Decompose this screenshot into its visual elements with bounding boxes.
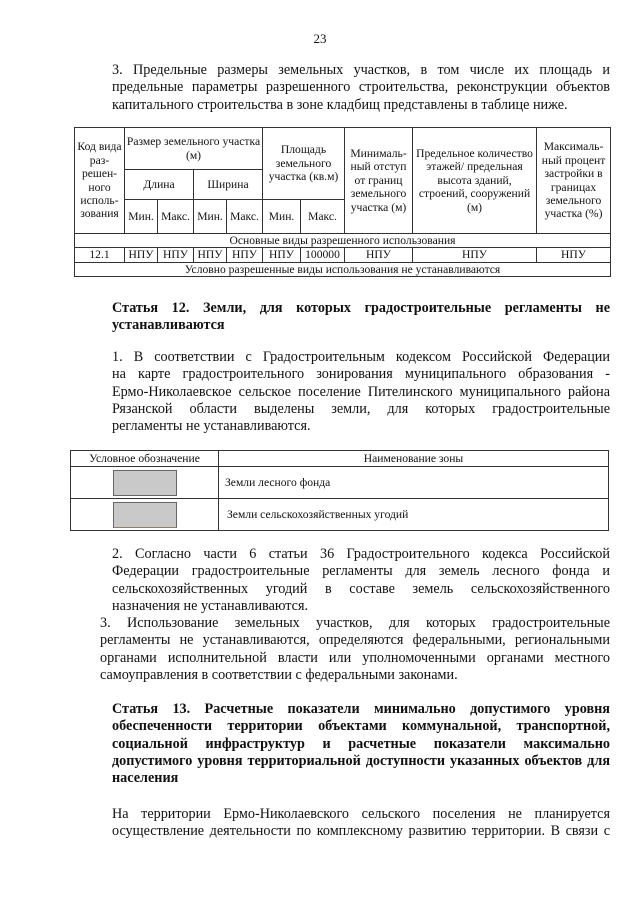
- header-area-min: Мин.: [263, 200, 301, 234]
- text-line: Ермо-Николаевское сельское поселение Пителинского муниципального района: [112, 383, 610, 400]
- page-number: 23: [313, 31, 327, 46]
- header-width-min: Мин.: [194, 200, 227, 234]
- header-area-max: Макс.: [301, 200, 345, 234]
- text-line: предельные параметры разрешенного строительства, реконструкции объектов: [112, 79, 610, 96]
- section-main-uses: Основные виды разрешенного использования: [75, 234, 611, 248]
- header-use-code: Код вида раз-решен-ного исполь-зования: [75, 128, 125, 234]
- header-plot-area: Площадь земельного участка (кв.м): [263, 128, 345, 200]
- paragraph-forest-agri: [74, 546, 610, 615]
- text-line: сельскохозяйственных угодий в составе земель сельскохозяйственного: [112, 580, 610, 597]
- paragraph-limits-intro: [74, 62, 610, 114]
- table-cell: НПУ: [125, 248, 158, 262]
- legend-symbol-cell: [71, 467, 219, 499]
- table-cell: НПУ: [227, 248, 263, 262]
- header-plot-size: Размер земельного участка (м): [125, 128, 263, 170]
- section-conditional-uses: Условно разрешенные виды использования не устанавливаются: [75, 262, 611, 276]
- text-line: регламенты не устанавливаются.: [112, 418, 311, 435]
- table-cell: НПУ: [345, 248, 413, 262]
- text-line: регламенты не устанавливаются, определяются федеральными, региональными: [100, 632, 610, 649]
- table-cell: 12.1: [75, 248, 125, 262]
- header-width: Ширина: [194, 170, 263, 200]
- forest-fund-swatch: [113, 470, 177, 496]
- table-cell: НПУ: [194, 248, 227, 262]
- text-line: обеспеченности территории объектами коммунальной, транспортной,: [112, 718, 610, 735]
- text-line: Рязанской области выделены земли, для которых градостроительные: [112, 400, 610, 417]
- agricultural-land-swatch: [113, 502, 177, 528]
- article-13-title: [74, 701, 610, 787]
- table-cell: 100000: [301, 248, 345, 262]
- paragraph-territory-development: [74, 806, 610, 841]
- text-line: назначения не устанавливаются.: [112, 597, 309, 614]
- paragraph-unregulated-lands: [74, 349, 610, 435]
- table-row: [71, 467, 609, 499]
- table-cell: НПУ: [263, 248, 301, 262]
- table-row: [75, 248, 611, 262]
- text-line: На территории Ермо-Николаевского сельского поселения не планируется: [112, 806, 610, 822]
- legend-symbol-cell: [71, 499, 219, 531]
- text-line: капитального строительства в зоне кладбищ представлены в таблице ниже.: [112, 96, 568, 113]
- text-line: самоуправления в соответствии с федеральными законами.: [100, 666, 458, 683]
- text-line: устанавливаются: [112, 317, 225, 334]
- table-row: [71, 499, 609, 531]
- text-line: на карте градостроительного зонирования муниципального образования -: [112, 366, 610, 383]
- header-floors-height: Предельное количество этажей/ предельная высота зданий, строений, сооружений (м): [413, 128, 537, 234]
- header-min-setback: Минималь-ный отступ от границ земельного участка (м): [345, 128, 413, 234]
- zones-legend-table: [70, 450, 609, 531]
- land-plot-limits-table: [74, 127, 611, 277]
- header-max-coverage: Максималь-ный процент застройки в границах земельного участка (%): [537, 128, 611, 234]
- header-symbol: Условное обозначение: [71, 451, 219, 467]
- text-line: 2. Согласно части 6 статьи 36 Градостроительного кодекса Российской: [112, 546, 610, 562]
- header-length-min: Мин.: [125, 200, 158, 234]
- article-12-title: [74, 300, 610, 335]
- text-line: Статья 12. Земли, для которых градостроительные регламенты не: [112, 300, 610, 316]
- header-zone-name: Наименование зоны: [219, 451, 609, 467]
- header-width-max: Макс.: [227, 200, 263, 234]
- text-line: допустимого уровня территориальной доступности указанных объектов для: [112, 752, 610, 769]
- text-line: 3. Предельные размеры земельных участков, в том числе их площадь и: [112, 62, 610, 78]
- table-cell: НПУ: [537, 248, 611, 262]
- text-line: социальной инфраструктур и расчетные показатели максимально: [112, 735, 610, 752]
- text-line: населения: [112, 770, 179, 787]
- header-length-max: Макс.: [158, 200, 194, 234]
- table-cell: НПУ: [413, 248, 537, 262]
- paragraph-land-use: [74, 615, 610, 684]
- zone-name: Земли сельскохозяйственных угодий: [219, 499, 609, 531]
- text-line: осуществление деятельности по комплексному развитию территории. В связи с: [112, 823, 610, 840]
- table-cell: НПУ: [158, 248, 194, 262]
- text-line: Федерации градостроительные регламенты для земель лесного фонда и: [112, 563, 610, 580]
- text-line: 3. Использование земельных участков, для которых градостроительные: [100, 615, 610, 631]
- text-line: Статья 13. Расчетные показатели минимально допустимого уровня: [112, 701, 610, 717]
- text-line: 1. В соответствии с Градостроительным кодексом Российской Федерации: [112, 349, 610, 365]
- text-line: органами исполнительной власти или уполномоченными органами местного: [100, 649, 610, 666]
- header-length: Длина: [125, 170, 194, 200]
- zone-name: Земли лесного фонда: [219, 467, 609, 499]
